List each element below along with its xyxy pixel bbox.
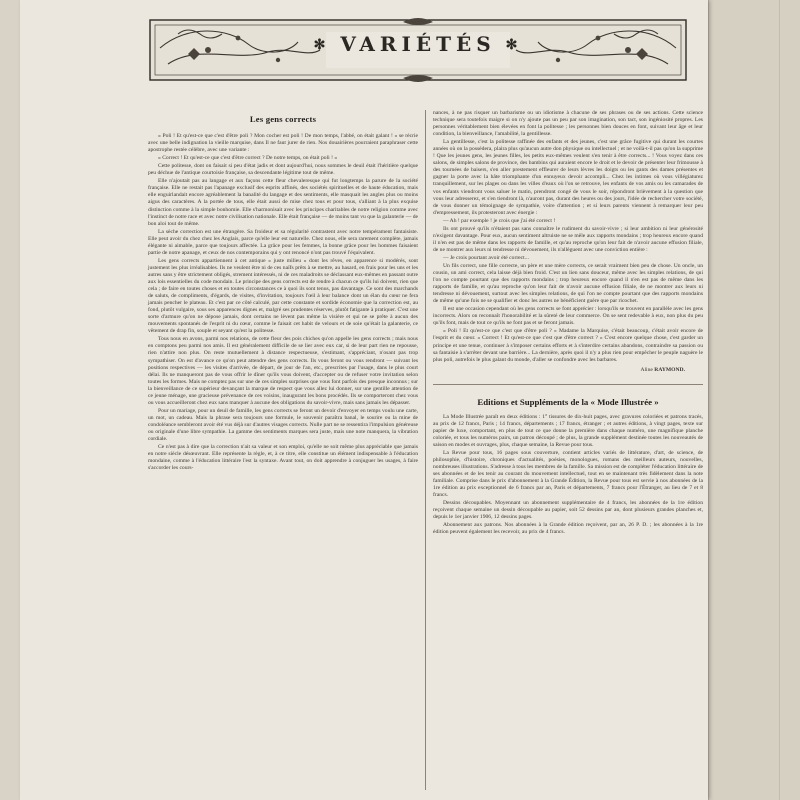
article-paragraph: Il est une occasion cependant où les gens corrects se font apprécier : lorsqu'ils se trouvent en parallèle avec les gens incorrects. Alors on reconnaît l'honorabilité et la sûreté de leur commerce. On se sent redevable à eux, non plus du peu qu'ils font, mais de tout ce qu'ils ne font pas et se feront jamais. bbox=[433, 306, 703, 327]
supplement-body bbox=[433, 414, 703, 537]
article-paragraph: La gentillesse, c'est la politesse raffinée des enfants et des jeunes, c'est une grâce fugitive qui durant les courtes années où on la possédera, plaira plus qu'aucun autre don physique ou intellectuel ; et ne voilà-t-il pas qu'on la supprime ! Que les jeunes gens, les jeunes filles, les petits eux-mêmes veulent s'en tenir à être corrects... ! Vous voyez dans ces salons, de simples salons de province, des bambins qui auraient encore le droit et le devoir de présenter leur frimousse à des tournées de baisers, s'en aller prestement effleurer de leurs lèvres les doigts ou les gants des dames présentes et gagner la porte avec la hâte triomphante d'un ennuyeux devoir accompli... Chez les intimes où vous villégiaturez tranquillement, sur les plages ou dans les villes d'eaux où l'on se retrouve, les enfants de vos amis ou les camarades de vos enfants viendront vous saluer le matin, prendront congé de vous le soir, répondront brièvement à la question que vous leur adresserez, et s'en tiendront là, n'auront pas, durant des heures ou des jours, l'idée de rechercher votre société, de vous donner un témoignage de sympathie, voire d'attention ; et si leurs parents viennent à remarquer leur peu d'empressement, ils protesteront avec énergie : bbox=[433, 139, 703, 216]
supplement-paragraph: La Mode Illustrée paraît en deux éditions : 1° tissures de dix-huit pages, avec gravures coloriées et patrons tracés, au prix de 12 francs, Paris ; 14 francs, départements ; 17 francs, étranger ; et autres éditions, à vingt pages, texte sur papier de luxe, comportant, en plus de tout ce que donne la première dans chaque numéro, une magnifique planche coloriée, et tous les numéros pairs, un patron découpé ; de plus, la grande supplément destinée toutes les nouveautés de saison en modes et ouvrages, plus, chaque semaine, la Revue pour tous. bbox=[433, 413, 703, 448]
section-title bbox=[148, 32, 688, 56]
article-paragraph: « Poli ! Et qu'est-ce que c'est que d'être poli ? » Madame la Marquise, c'était beaucoup, c'était avoir encore de l'esprit et du cœur. « Correct ! Et qu'est-ce que c'est que d'être correct ? » C'est encore quelque chose, c'est garder un principe et une tenue, continuer à s'imposer certains efforts et à s'interdire certains abandons, contraindre sa passion ou sa fantaisie à s'arrêter devant une barrière... La dernière, après quoi il n'y a plus rien pour empêcher le peuple naguère le plus poli, autrefois le plus galant du monde, d'aller se confondre avec les barbares. bbox=[433, 328, 703, 363]
author-last-name: RAYMOND. bbox=[654, 366, 685, 373]
page-fold-line bbox=[779, 0, 780, 800]
article-paragraph: nances, à ne pas risquer un barbarisme ou un idiotisme à chacune de ses phrases ou de ses actions. Cette science technique sera toutefois maigre si on n'y ajoute pas un peu par son imagination, son tact, son ingéniosité propres. Les personnes véritablement bien élevées en font la politesse ; les personnes bien douces en font, suivant leur âge et leur condition, la bienveillance, l'amabilité, la gentillesse. bbox=[433, 110, 703, 138]
supplement-paragraph: Abonnement aux patrons. Nos abonnées à la Grande édition reçoivent, par an, 26 P. D. ; les abonnées à la 1re édition peuvent également les recevoir, au prix de 4 francs. bbox=[433, 522, 703, 536]
supplement-title: Editions et Suppléments de la « Mode Illustrée » bbox=[477, 396, 659, 407]
star-ornament-icon: ✻ bbox=[505, 37, 523, 53]
star-ornament-icon: ✻ bbox=[313, 37, 331, 53]
column-divider bbox=[425, 110, 426, 790]
right-column bbox=[433, 110, 703, 538]
article-paragraph: La sèche correction est une étrangère. Sa froideur et sa régularité contrastent avec notre tempérament fantaisiste. Elle peut avoir du chez chez les Anglais, parce qu'elle leur est naturelle. Chez nous, elle sera rarement complète, jamais élégante ni aimable, parce que toujours affectée. La grâce pour les femmes, la bonne grâce pour les hommes faisaient partie de notre apanage, et ceux de nos contemporains qui y ont renoncé n'ont pas trouvé l'équivalent. bbox=[148, 228, 418, 256]
article-paragraph: — Ah ! par exemple ! je crois que j'ai été correct ! bbox=[443, 217, 556, 224]
article-paragraph: Cette politesse, dont on faisait si peu d'état jadis et dont aujourd'hui, nous sommes le deuil était l'héritière quelque peu déchue de l'antique courtoisie française, sa descendante légitime tout de même. bbox=[148, 163, 418, 177]
author-first-name: Aline bbox=[640, 366, 653, 373]
article-paragraph: Tous nous en avons, parmi nos relations, de cette fleur des pois chiches qu'on appelle les gens corrects ; mais nous en comptons peu parmi nos amis. Il est généralement difficile de se lier avec eux car, si de leur part rien ne repousse, rien n'attire non plus. On reste mutuellement à distance respectueuse, s'estimant, s'appréciant, n'osant pas trop sympathiser. On est d'avance ce qu'on peut attendre des gens corrects. Ils vous feront ou vous rendront — suivant les positions respectives — les visites d'arrivée, de départ, de jour de l'an, etc., prescrites par l'usage, dans le plus court délai. Ils ne manqueront pas de vous offrir le dîner qu'ils vous doivent, d'accepter ou de refuser votre invitation selon toutes les formes. Mais ne comptez pas sur une de ces simples surprises que vous font parfois des presque inconnus ; sur la bienveillance de ce supérieur devançant la marque de respect que vous allez lui donner, sur une gentille attention de ce jeune ménage, une gracieuse prévenance de ces voisins, inaugurant les bons procédés. Ils se comporteront chez vous ou vous accueilleront chez eux sans manquer à aucune des obligations du savoir-vivre, mais sans jamais les dépasser. bbox=[148, 336, 418, 406]
article-separator bbox=[433, 384, 703, 385]
article-paragraph: Ils ont prouvé qu'ils n'étaient pas sans connaître le rudiment du savoir-vivre ; si leur ambition ni leur générosité n'exigent davantage. Pour eux, aucun sentiment altruiste ne se mêle aux rapports mondains ; trop heureux encore quand il n'en est pas de même dans les rapports de famille, et qu'au reproche qu'on leur fait de n'avoir aucune effusion filiale, de ne montrer aux leurs ni tendresse ni dévouement, ils n'allèguent avec une conviction entière : bbox=[433, 225, 703, 253]
article-title: Les gens corrects bbox=[249, 114, 317, 124]
article-paragraph: Un fils correct, une fille correcte, un père et une mère corrects, ce serait vraiment bien peu de chose. Un oncle, un cousin, un ami correct, cela laisse déjà bien froid. C'est un lien sans douceur, même avec les simples relations, de qui l'on ne compte pourtant que des rapports mondains ; trop heureux encore quand il n'en est pas de même dans les rapports de famille, et qu'au reproche qu'on leur fait de n'avoir aucune effusion filiale, de ne montrer aux leurs ni tendresse ni dévouement, surtout avec les simples relations, de qui l'on ne compte pourtant que des rapports mondains de même qu'une fois ne se qualifier et donc les autres ne bénéficient guère que par ricochet. bbox=[433, 262, 703, 305]
article-paragraph: Pour un mariage, pour un deuil de famille, les gens corrects se feront un devoir d'envoyer en temps voulu une carte, un mot, un cadeau. Mais la phrase sera toujours une formule, le souvenir paraîtra banal, le sourire ou la mine de condoléance sembleront avoir été vus déjà sur d'autres visages corrects. Nulle part ne se ressentira l'impulsion généreuse ou originale d'une libre sympathie. La gamme des sentiments marques sera juste, mais une note manquera, la vibration cordiale. bbox=[148, 407, 418, 443]
article-paragraph: Ce n'est pas à dire que la correction n'ait sa valeur et son emploi, qu'elle ne soit même plus appréciable que jamais en notre siècle désœuvrant. Elle représente la règle, et, à ce titre, elle constitue un élément indispensable à l'éducation mondaine, comme à l'éducation littéraire l'est la syntaxe. Avant tout, on doit apprendre à conjuguer les usages, à faire s'accorder les cours- bbox=[148, 444, 418, 472]
supplement-paragraph: La Revue pour tous, 16 pages sous couverture, contient articles variés de littérature, d'art, de science, de philosophie, d'histoire, chroniques d'actualités, poésies, monologues, romans des meilleurs auteurs, nouvelles, nombreuses illustrations. S'adresse à tous les membres de la famille. Sa mission est de compléter l'éducation littéraire de ses abonnées et de les tenir au courant du mouvement intellectuel, tout en se maintenant très fidèlement dans la note familiale. Comprise dans le prix d'abonnement à la Grande Édition, la Revue pour tous est servie à nos abonnées de la 1re édition au prix exceptionnel de 6 francs par an, Paris et départements, 7 francs pour l'Étranger, au lieu de 7 et 8 francs. bbox=[433, 449, 703, 499]
article-paragraph: « Correct ! Et qu'est-ce que c'est d'être correct ? De notre temps, on était poli ! » bbox=[158, 155, 338, 162]
article-paragraph: Elle n'ajoutait pas au langage et aux façons cette fleur chevaleresque qui fut longtemps la parure de la société française. Elle ne restait pas l'apanage exclusif des esprits affinés, des sociétés spirituelles et de haute éducation, mais elle enguirlandait encore agréablement la banalité du langage et des sentiments, elle masquait les angles plus ou moins aigus des caractères. A la portée de tous, elle était aussi de mise chez tous et pour tous, s'alliant à la plus exquise distinction comme à la simple bonhomie. Elle s'harmonisait avec les principes charitables de notre religion comme avec l'instinct de notre race et avec notre civilisation nationale. Elle était française — de moins tant vu que la galanterie — de bon aloi tout de même. bbox=[148, 178, 418, 227]
article-paragraph: Les gens corrects appartiennent à cet antique « juste milieu » dont les rêves, en apparence si modérés, sont justement les plus irréalisables. Ils ne veulent être ni de ces naïfs prêts à se mettre, au hasard, en frais pour les uns et les autres sans y être strictement obligés, strement intéressés, ni de ces maladroits se déclassant eux-mêmes en passant outre aux lois essentielles du code mondain. Le principe des gens corrects est de rendre à chacun ce qu'ils lui doivent, rien que cela ; de faire en toutes choses et en toutes circonstances ce à quoi ils sont tenus, pas davantage. Ce sont des marchands de saluts, de compliments, d'égards, de visites, d'invitation, toujours l'œil à leur balance dont un élan du cœur ne fera jamais pencher le plateau. Et c'est par ce côté calculé, par cette constante et sordide économie que la correction est, au fond, plutôt vulgaire, sous ses apparences dignes et, malgré ses prudentes réserves, plutôt fatigante à pratiquer. C'est une sorte d'armure qu'on ne dépose jamais, dont certains ne lèvent pas même la visière et qui ne se prête à aucun des mouvements spontanés de l'esprit ni du cœur, comme le faisait cet habit de velours et de soie qu'était la galanterie, ce vêtement de drap fin, souple et seyant qu'est la politesse. bbox=[148, 257, 418, 335]
supplement-paragraph: Dessins découpables. Moyennant un abonnement supplémentaire de 4 francs, les abonnées de la 1re édition reçoivent chaque semaine un dessin découpable au papier, soit 52 dessins par an, dont plusieurs grandes planches et, depuis le 1er janvier 1906, 12 dessins pages. bbox=[433, 500, 703, 521]
magazine-page bbox=[20, 0, 708, 800]
section-banner bbox=[148, 14, 688, 84]
adjacent-page-edge bbox=[708, 0, 800, 800]
left-column bbox=[148, 110, 418, 473]
author-signature bbox=[433, 367, 685, 374]
section-title-text: VARIÉTÉS bbox=[340, 32, 496, 56]
article-paragraph: « Poli ! Et qu'est-ce que c'est d'être poli ? Mon cocher est poli ! De mon temps, l'abbé, on était galant ! » se récrie avec une belle indignation la vieille marquise, dans Il ne faut jurer de rien. Nos douairières pourraient paraphraser cette apostrophe restée célèbre, avec une variante : bbox=[148, 133, 418, 154]
article-paragraph: — Je crois pourtant avoir été correct... bbox=[443, 254, 529, 261]
